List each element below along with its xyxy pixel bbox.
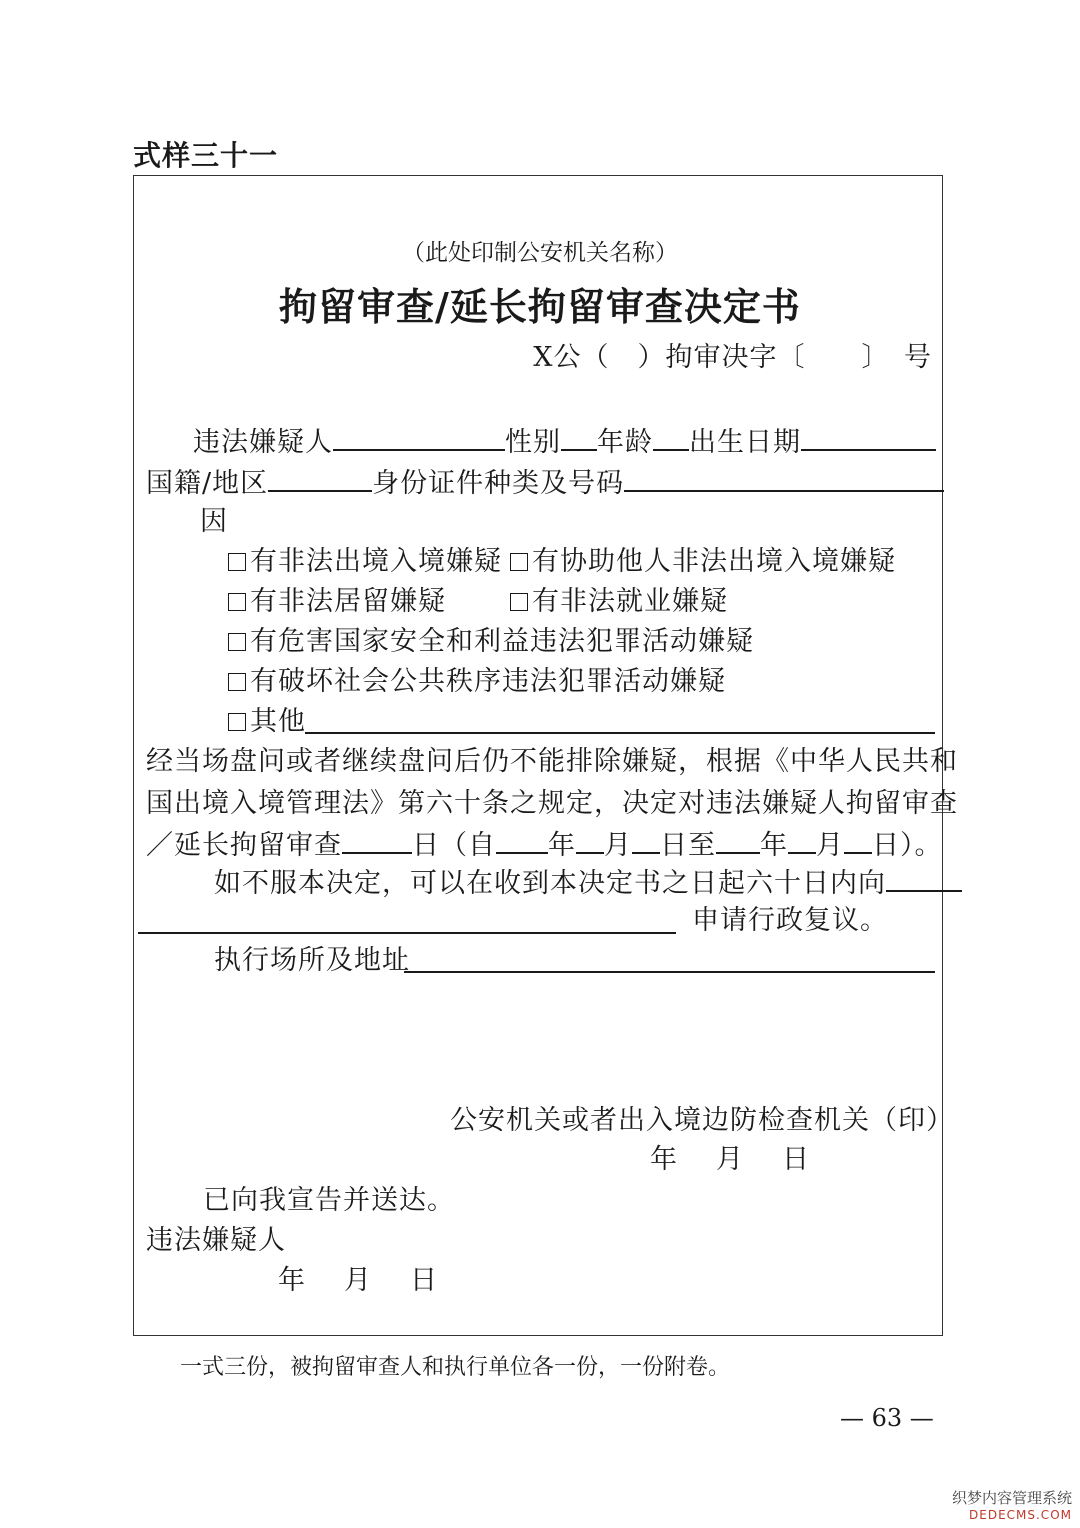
body-line-1: 经当场盘问或者继续盘问后仍不能排除嫌疑，根据《中华人民共和 [146, 746, 958, 777]
start-year-blank[interactable] [496, 828, 548, 854]
appeal-agency-blank-2[interactable] [138, 932, 676, 934]
watermark-line-1: 织梦内容管理系统 [951, 1489, 1072, 1507]
nationality-label: 国籍/地区 [146, 468, 269, 499]
form-label: 式样三十一 [133, 139, 279, 172]
page-number: — 63 — [840, 1404, 934, 1432]
appeal-suffix: 申请行政复议。 [692, 905, 888, 936]
agency-placeholder: （此处印制公安机关名称） [402, 240, 678, 266]
end-year-blank[interactable] [716, 828, 760, 854]
because-label: 因 [200, 506, 228, 537]
age-label: 年龄 [597, 427, 653, 458]
reason-item[interactable] [228, 626, 754, 658]
watermark [952, 1487, 1072, 1522]
reason-item[interactable] [228, 586, 446, 618]
place-line [214, 945, 410, 977]
year-label: 年 [760, 830, 788, 861]
checkbox-icon[interactable] [510, 553, 528, 571]
birth-date-blank[interactable] [801, 425, 936, 451]
place-blank[interactable] [404, 971, 935, 973]
id-type-label: 身份证件种类及号码 [372, 468, 625, 499]
reason-label: 有协助他人非法出境入境嫌疑 [532, 546, 896, 577]
checkbox-icon[interactable] [228, 593, 246, 611]
authority-seal: 公安机关或者出入境边防检查机关（印） [450, 1105, 954, 1136]
reason-item[interactable] [228, 706, 306, 738]
days-blank[interactable] [342, 828, 412, 854]
appeal-text: 如不服本决定，可以在收到本决定书之日起六十日内向 [214, 868, 886, 899]
reason-label: 有破坏社会公共秩序违法犯罪活动嫌疑 [250, 666, 726, 697]
end-day-blank[interactable] [844, 828, 872, 854]
checkbox-icon[interactable] [228, 673, 246, 691]
checkbox-icon[interactable] [510, 593, 528, 611]
nationality-blank[interactable] [268, 466, 372, 492]
year-label: 年 [548, 830, 576, 861]
day-close-label: 日）。 [872, 830, 943, 861]
end-month-blank[interactable] [788, 828, 816, 854]
suspect-signature: 违法嫌疑人 [146, 1225, 286, 1256]
gender-blank[interactable] [561, 425, 597, 451]
to-label: 日至 [660, 830, 716, 861]
body-line-2: 国出境入境管理法》第六十条之规定，决定对违法嫌疑人拘留审查 [146, 788, 958, 819]
reason-label: 有危害国家安全和利益违法犯罪活动嫌疑 [250, 626, 754, 657]
suspect-info-row [193, 425, 936, 459]
reason-item[interactable] [228, 546, 502, 578]
day-from-label: 日（自 [412, 830, 496, 861]
checkbox-icon[interactable] [228, 553, 246, 571]
body-line-3 [146, 828, 943, 862]
place-label: 执行场所及地址 [214, 945, 410, 976]
checkbox-icon[interactable] [228, 633, 246, 651]
month-label: 月 [816, 830, 844, 861]
age-blank[interactable] [653, 425, 689, 451]
checkbox-icon[interactable] [228, 713, 246, 731]
reason-label: 有非法居留嫌疑 [250, 586, 446, 617]
footer-note: 一式三份，被拘留审查人和执行单位各一份，一份附卷。 [180, 1355, 731, 1380]
suspect-date: 年 月 日 [278, 1265, 443, 1296]
month-label: 月 [604, 830, 632, 861]
birth-date-label: 出生日期 [689, 427, 801, 458]
start-day-blank[interactable] [632, 828, 660, 854]
reason-label: 其他 [250, 706, 306, 737]
reason-item[interactable] [228, 666, 726, 698]
reason-label: 有非法出境入境嫌疑 [250, 546, 502, 577]
nationality-row [146, 466, 944, 500]
watermark-line-2: DEDECMS.COM [969, 1508, 1072, 1522]
detention-label: ／延长拘留审查 [146, 830, 342, 861]
reason-label: 有非法就业嫌疑 [532, 586, 728, 617]
gender-label: 性别 [505, 427, 561, 458]
document-title: 拘留审查/延长拘留审查决定书 [279, 284, 801, 329]
reason-item[interactable] [510, 546, 896, 578]
served-statement: 已向我宣告并送达。 [203, 1185, 455, 1216]
suspect-name-blank[interactable] [333, 425, 505, 451]
authority-date: 年 月 日 [650, 1144, 815, 1175]
appeal-agency-blank[interactable] [886, 866, 962, 892]
appeal-line [214, 866, 962, 900]
suspect-label: 违法嫌疑人 [193, 427, 333, 458]
start-month-blank[interactable] [576, 828, 604, 854]
document-number: X公（ ）拘审决字〔 〕 号 [533, 342, 932, 373]
id-number-blank[interactable] [624, 466, 944, 492]
reason-item[interactable] [510, 586, 728, 618]
other-reason-blank[interactable] [305, 732, 935, 734]
